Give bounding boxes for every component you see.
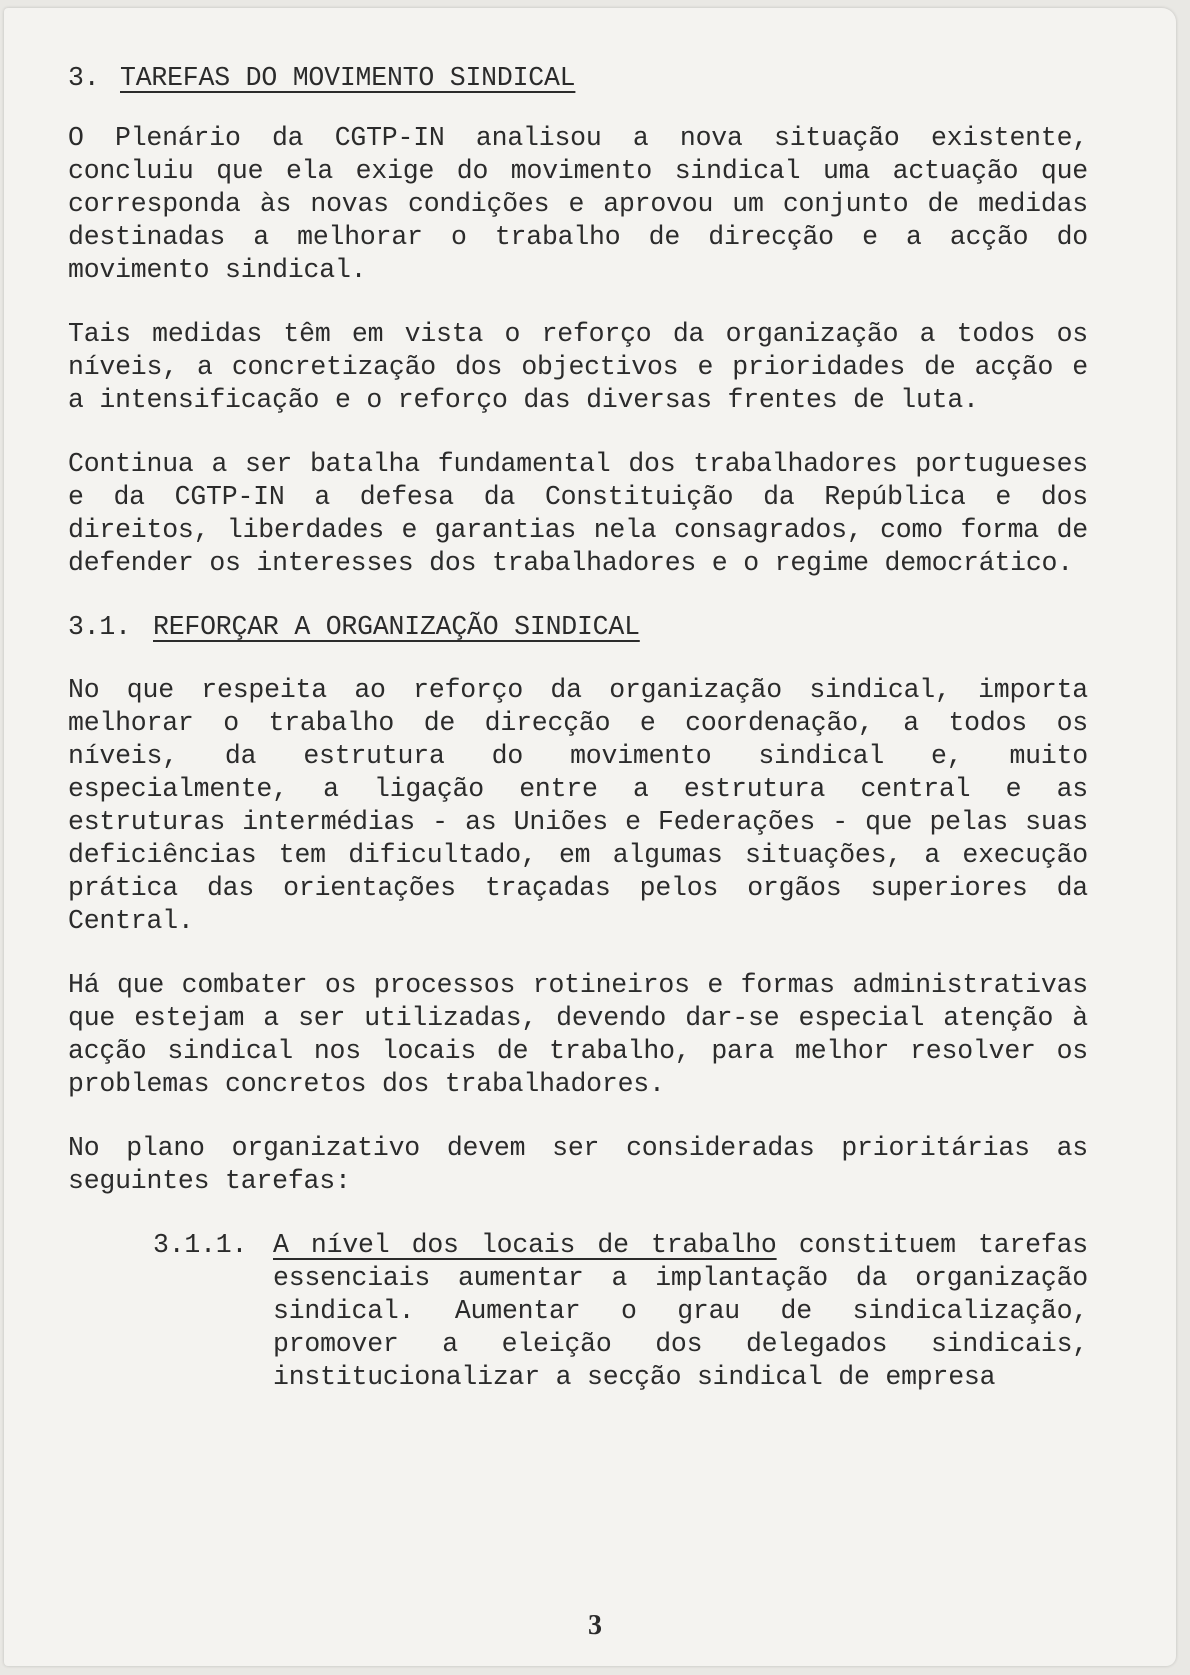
paragraph: Tais medidas têm em vista o reforço da organização a todos os níveis, a concretização dos objectivos e prioridades de acção e a intensificação e o reforço das diversas frentes de luta. xyxy=(68,319,1088,415)
document-body xyxy=(68,62,1088,1394)
item-text xyxy=(273,1229,1088,1394)
section-title: TAREFAS DO MOVIMENTO SINDICAL xyxy=(120,63,576,93)
section-heading xyxy=(68,62,1088,95)
page-number: 3 xyxy=(588,1610,602,1641)
item-lead: A nível dos locais de trabalho xyxy=(273,1230,777,1260)
item-number: 3.1.1. xyxy=(153,1230,248,1260)
paragraph: Continua a ser batalha fundamental dos trabalhadores portugueses e da CGTP-IN a defesa da Constituição da República e dos direitos, liberdades e garantias nela consagrados, como forma de defender os interesses dos trabalhadores e o regime democrático. xyxy=(68,449,1088,578)
paragraph: O Plenário da CGTP-IN analisou a nova situação existente, concluiu que ela exige do movimento sindical uma actuação que corresponda às novas condições e aprovou um conjunto de medidas destinadas a melhorar o trabalho de direcção e a acção do movimento sindical. xyxy=(68,123,1088,285)
subsection-number: 3.1. xyxy=(68,612,131,642)
subsection-heading xyxy=(68,611,1088,644)
paragraph: No plano organizativo devem ser consideradas prioritárias as seguintes tarefas: xyxy=(68,1133,1088,1196)
paragraph: No que respeita ao reforço da organização sindical, importa melhorar o trabalho de direcção e coordenação, a todos os níveis, da estrutura do movimento sindical e, muito especialmente, a ligação entre a estrutura central e as estruturas intermédias - as Uniões e Federações - que pelas suas deficiências tem dificultado, em algumas situações, a execução prática das orientações traçadas pelos orgãos superiores da Central. xyxy=(68,675,1088,936)
paragraph: Há que combater os processos rotineiros e formas administrativas que estejam a ser utilizadas, devendo dar-se especial atenção à acção sindical nos locais de trabalho, para melhor resolver os problemas concretos dos trabalhadores. xyxy=(68,970,1088,1099)
list-item xyxy=(153,1229,1088,1394)
section-number: 3. xyxy=(68,63,100,93)
subsection-title: REFORÇAR A ORGANIZAÇÃO SINDICAL xyxy=(153,612,640,642)
item-body: constituem tarefas essenciais aumentar a implantação da organização sindical. Aumentar o grau de sindicalização, promover a eleição dos delegados sindicais, institucionalizar a secção sindical de empresa xyxy=(273,1230,1088,1392)
